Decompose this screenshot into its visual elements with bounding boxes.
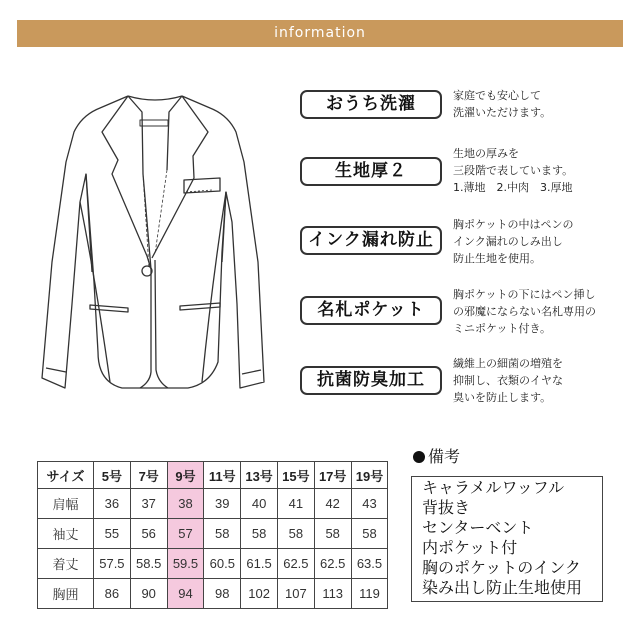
table-cell: 57.5 bbox=[94, 549, 131, 579]
table-row bbox=[38, 489, 388, 519]
table-cell: 62.5 bbox=[314, 549, 351, 579]
size-table-header-row bbox=[38, 462, 388, 489]
table-cell: 90 bbox=[130, 579, 167, 609]
row-label: 肩幅 bbox=[38, 489, 94, 519]
row-label: 胸囲 bbox=[38, 579, 94, 609]
size-header-cell: 17号 bbox=[314, 462, 351, 489]
notes-title-text: 備考 bbox=[428, 447, 461, 466]
size-table bbox=[37, 461, 388, 609]
table-row bbox=[38, 519, 388, 549]
table-cell: 63.5 bbox=[351, 549, 388, 579]
table-row bbox=[38, 579, 388, 609]
row-label: 着丈 bbox=[38, 549, 94, 579]
feature-label-home-wash: おうち洗濯 bbox=[300, 90, 442, 119]
feature-desc-antibacterial: 繊維上の細菌の増殖を 抑制し、衣類のイヤな 臭いを防止します。 bbox=[453, 357, 563, 404]
feature-label-ink-leak: インク漏れ防止 bbox=[300, 226, 442, 255]
notes-title bbox=[413, 447, 460, 467]
jacket-illustration bbox=[30, 82, 280, 400]
feature-label-fabric-thickness: 生地厚２ bbox=[300, 157, 442, 186]
table-cell: 113 bbox=[314, 579, 351, 609]
bullet-dot-icon bbox=[413, 451, 425, 463]
table-cell-highlighted: 59.5 bbox=[167, 549, 204, 579]
table-cell: 40 bbox=[241, 489, 278, 519]
table-cell: 58.5 bbox=[130, 549, 167, 579]
table-cell-highlighted: 57 bbox=[167, 519, 204, 549]
size-header-cell: 13号 bbox=[241, 462, 278, 489]
table-cell: 41 bbox=[277, 489, 314, 519]
table-cell: 107 bbox=[277, 579, 314, 609]
table-cell: 42 bbox=[314, 489, 351, 519]
notes-box bbox=[411, 476, 603, 602]
table-cell: 56 bbox=[130, 519, 167, 549]
note-line: センターベント bbox=[422, 518, 534, 537]
size-header-cell: 11号 bbox=[204, 462, 241, 489]
table-cell: 86 bbox=[94, 579, 131, 609]
note-line: 染み出し防止生地使用 bbox=[422, 578, 583, 597]
feature-desc-name-pocket: 胸ポケットの下にはペン挿し の邪魔にならない名札専用の ミニポケット付き。 bbox=[453, 288, 596, 335]
table-cell: 37 bbox=[130, 489, 167, 519]
table-cell: 102 bbox=[241, 579, 278, 609]
size-header-cell: 19号 bbox=[351, 462, 388, 489]
table-cell: 58 bbox=[351, 519, 388, 549]
table-row bbox=[38, 549, 388, 579]
table-cell: 98 bbox=[204, 579, 241, 609]
info-header-title: information bbox=[274, 25, 366, 41]
table-cell: 58 bbox=[204, 519, 241, 549]
size-header-cell: 7号 bbox=[130, 462, 167, 489]
note-line: キャラメルワッフル bbox=[422, 478, 565, 497]
feature-label-antibacterial: 抗菌防臭加工 bbox=[300, 366, 442, 395]
table-cell-highlighted: 94 bbox=[167, 579, 204, 609]
feature-desc-home-wash: 家庭でも安心して 洗濯いただけます。 bbox=[453, 89, 552, 119]
note-line: 内ポケット付 bbox=[422, 538, 518, 557]
feature-label-name-pocket: 名札ポケット bbox=[300, 296, 442, 325]
table-cell: 58 bbox=[241, 519, 278, 549]
table-cell: 55 bbox=[94, 519, 131, 549]
size-header-cell: サイズ bbox=[38, 462, 94, 489]
note-line: 胸のポケットのインク bbox=[422, 558, 581, 577]
table-cell: 60.5 bbox=[204, 549, 241, 579]
table-cell: 36 bbox=[94, 489, 131, 519]
table-cell-highlighted: 38 bbox=[167, 489, 204, 519]
feature-desc-ink-leak: 胸ポケットの中はペンの インク漏れのしみ出し 防止生地を使用。 bbox=[453, 218, 574, 265]
size-header-cell: 5号 bbox=[94, 462, 131, 489]
info-header bbox=[17, 20, 623, 47]
table-cell: 119 bbox=[351, 579, 388, 609]
table-cell: 62.5 bbox=[277, 549, 314, 579]
size-header-cell-highlighted: 9号 bbox=[167, 462, 204, 489]
table-cell: 58 bbox=[314, 519, 351, 549]
table-cell: 61.5 bbox=[241, 549, 278, 579]
size-header-cell: 15号 bbox=[277, 462, 314, 489]
table-cell: 43 bbox=[351, 489, 388, 519]
row-label: 袖丈 bbox=[38, 519, 94, 549]
table-cell: 39 bbox=[204, 489, 241, 519]
note-line: 背抜き bbox=[422, 498, 471, 517]
feature-desc-fabric-thickness: 生地の厚みを 三段階で表しています。 1.薄地 2.中肉 3.厚地 bbox=[453, 147, 574, 194]
table-cell: 58 bbox=[277, 519, 314, 549]
